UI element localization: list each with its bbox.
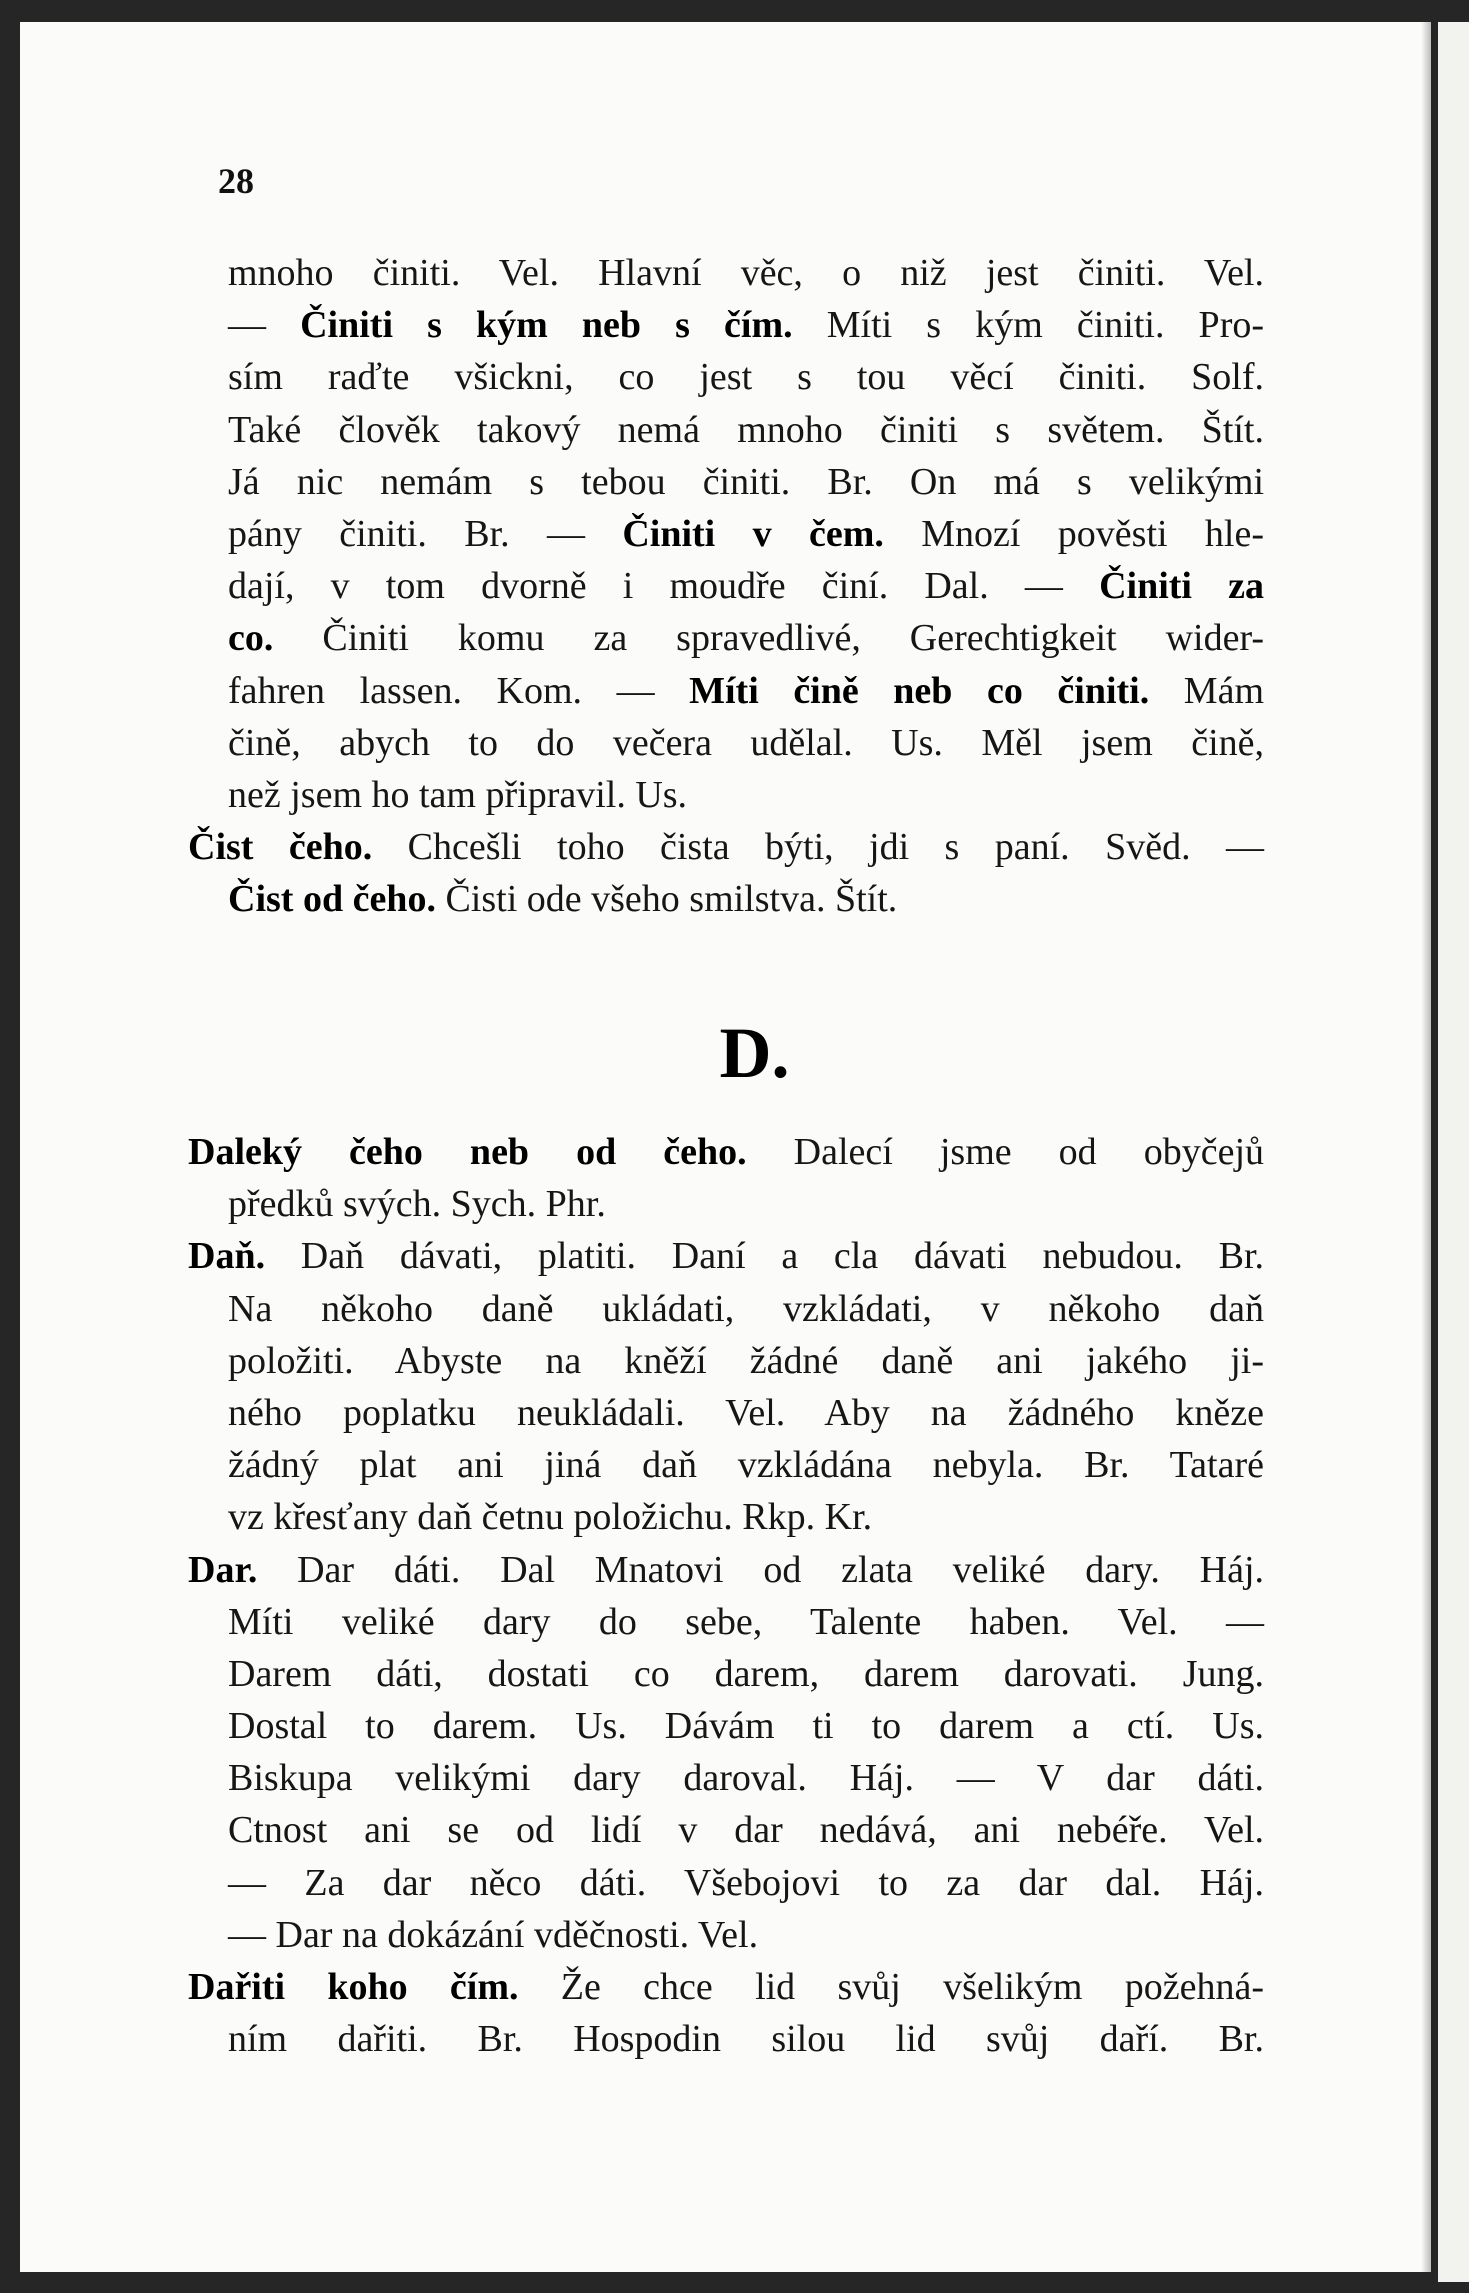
line-text: Čisti ode všeho smilstva. Štít. [435, 878, 898, 921]
headword: Čist od čeho. [228, 878, 436, 921]
line-text: Míti s kým činiti. Pro- [792, 304, 1264, 347]
line-text: položiti. Abyste na kněží žádné daně ani jakého ji- [228, 1339, 1264, 1382]
text-line [228, 612, 1264, 664]
adjacent-page-edge [1438, 22, 1469, 2282]
line-text: Darem dáti, dostati co darem, darem darovati. Jung. [228, 1652, 1264, 1695]
entry-line [188, 1961, 1264, 2013]
line-text: Dostal to darem. Us. Dávám ti to darem a ctí. Us. [228, 1705, 1264, 1748]
line-text: Také člověk takový nemá mnoho činiti s světem. Štít. [228, 408, 1264, 451]
headword: Činiti s kým neb s čím. [300, 304, 793, 347]
page-number: 28 [218, 161, 254, 201]
headword: Činiti v čem. [622, 512, 884, 555]
line-text: Míti veliké dary do sebe, Talente haben. Vel. — [228, 1600, 1264, 1643]
text-line [228, 1387, 1264, 1439]
dictionary-text-bottom [188, 1126, 1264, 2065]
line-text: Že chce lid svůj všelikým požehná- [518, 1966, 1264, 2008]
text-line [228, 1909, 1264, 1961]
line-text: Na někoho daně ukládati, vzkládati, v někoho daň [228, 1287, 1264, 1330]
entry-line [188, 1230, 1264, 1282]
line-text: dají, v tom dvorně i moudře činí. Dal. — [228, 565, 1100, 608]
line-text: sím raďte všickni, co jest s tou věcí činiti. Solf. [228, 356, 1264, 399]
text-line [228, 1700, 1264, 1752]
line-text: mnoho činiti. Vel. Hlavní věc, o niž jest činiti. Vel. [228, 252, 1264, 294]
line-text: žádný plat ani jiná daň vzkládána nebyla. Br. Tataré [228, 1444, 1264, 1487]
line-text: Činiti komu za spravedlivé, Gerechtigkeit wider- [273, 617, 1264, 660]
line-text: předků svých. Sych. Phr. [228, 1183, 606, 1226]
text-line [228, 769, 1264, 821]
text-line [228, 1857, 1264, 1909]
text-line [228, 1491, 1264, 1543]
headword: Míti čině neb co činiti. [689, 669, 1150, 712]
headword: Činiti za [1099, 565, 1264, 608]
line-text: Daň dávati, platiti. Daní a cla dávati nebudou. Br. [265, 1235, 1264, 1278]
line-text: Mnozí pověsti hle- [883, 512, 1265, 555]
text-line [228, 1283, 1264, 1335]
text-line [228, 873, 1264, 925]
line-text: — Za dar něco dáti. Všebojovi to za dar dal. Háj. [228, 1861, 1264, 1904]
dictionary-text-top [188, 247, 1265, 925]
section-heading [0, 1012, 1469, 1095]
headword: Čist čeho. [188, 826, 373, 869]
text-line [228, 404, 1264, 456]
text-line [228, 299, 1264, 351]
page-edge-shadow [1421, 22, 1431, 2272]
entry-line [188, 821, 1264, 873]
entry-line [188, 1126, 1264, 1178]
line-text: ním dařiti. Br. Hospodin silou lid svůj daří. Br. [228, 2018, 1264, 2061]
headword: co. [228, 617, 274, 660]
text-line [228, 1648, 1264, 1700]
headword: Daleký čeho neb od čeho. [188, 1131, 747, 1173]
section-letter: D. [719, 1013, 790, 1093]
line-text: Dalecí jsme od obyčejů [746, 1131, 1264, 1173]
text-line [228, 456, 1264, 508]
line-text: Ctnost ani se od lidí v dar nedává, ani nebéře. Vel. [228, 1809, 1264, 1852]
text-line [228, 2013, 1264, 2065]
text-line [228, 1439, 1264, 1491]
line-text: Já nic nemám s tebou činiti. Br. On má s velikými [228, 460, 1264, 503]
entry-line [188, 1544, 1264, 1596]
line-text: fahren lassen. Kom. — [228, 669, 690, 712]
line-text: Biskupa velikými dary daroval. Háj. — V dar dáti. [228, 1757, 1264, 1800]
text-line [228, 351, 1264, 403]
text-line [228, 717, 1264, 769]
text-line [228, 665, 1264, 717]
text-line [228, 560, 1264, 612]
text-line [228, 1596, 1264, 1648]
line-text: — [228, 304, 301, 347]
headword: Daň. [188, 1235, 266, 1278]
line-text: než jsem ho tam připravil. Us. [228, 773, 688, 816]
text-line [228, 247, 1264, 299]
text-line [228, 508, 1264, 560]
line-text: — Dar na dokázání vděčnosti. Vel. [228, 1913, 759, 1956]
line-text: vz křesťany daň četnu položichu. Rkp. Kr. [228, 1496, 873, 1539]
line-text: Chcešli toho čista býti, jdi s paní. Svěd. — [372, 826, 1264, 869]
headword: Dařiti koho čím. [188, 1966, 519, 2008]
text-line [228, 1804, 1264, 1856]
text-line [228, 1178, 1264, 1230]
line-text: ného poplatku neukládali. Vel. Aby na žádného kněze [228, 1391, 1264, 1434]
text-line [228, 1335, 1264, 1387]
line-text: čině, abych to do večera udělal. Us. Měl jsem čině, [228, 721, 1264, 764]
line-text: Dar dáti. Dal Mnatovi od zlata veliké dary. Háj. [257, 1548, 1264, 1591]
headword: Dar. [188, 1548, 258, 1591]
line-text: Mám [1149, 669, 1264, 712]
line-text: pány činiti. Br. — [228, 512, 623, 555]
text-line [228, 1752, 1264, 1804]
